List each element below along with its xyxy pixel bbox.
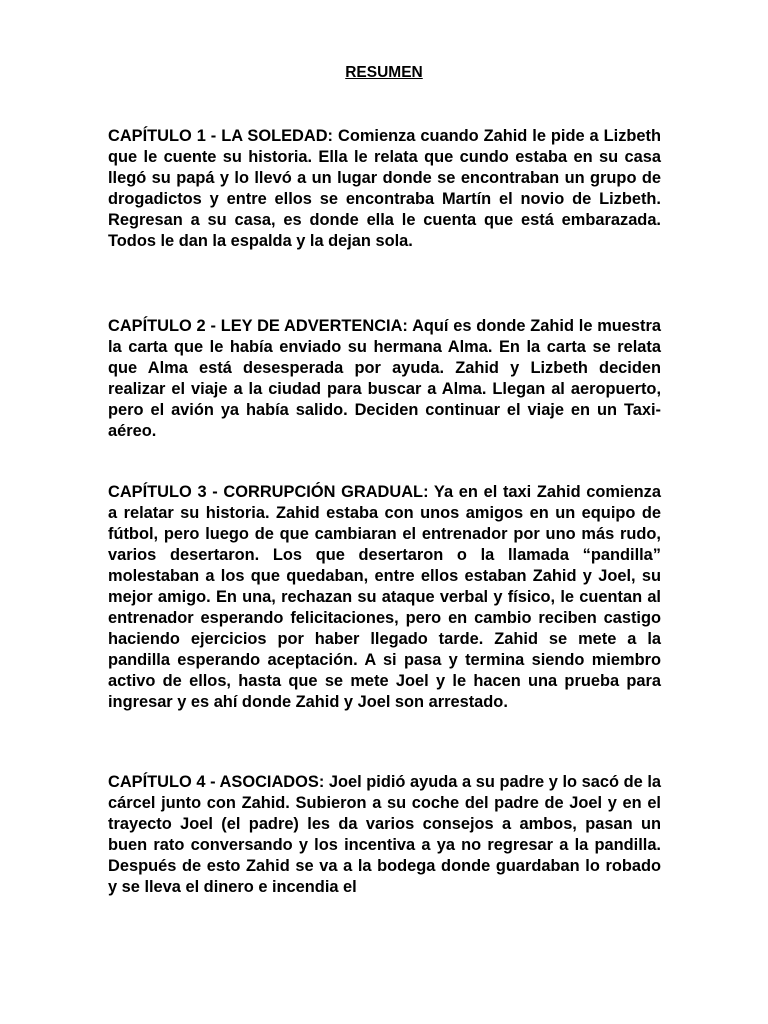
document-title: RESUMEN — [345, 64, 423, 81]
chapter-1-paragraph — [108, 126, 661, 252]
chapter-2-heading: CAPÍTULO 2 - LEY DE ADVERTENCIA: — [108, 317, 408, 335]
chapter-3-paragraph — [108, 482, 661, 713]
chapter-2-paragraph — [108, 316, 661, 442]
chapter-1-heading: CAPÍTULO 1 - LA SOLEDAD: — [108, 127, 334, 145]
chapter-4-text: Joel pidió ayuda a su padre y lo sacó de la cárcel junto con Zahid. Subieron a su coche del padre de Joel y en el trayecto Joel (el padre) les da varios consejos a ambos, pasan un buen rato conversando y los incentiva a ya no regresar a la pandilla. Después de esto Zahid se va a la bodega donde guardaban lo robado y se lleva el dinero e incendia el — [108, 773, 661, 896]
chapter-4-paragraph — [108, 772, 661, 898]
chapter-3-heading: CAPÍTULO 3 - CORRUPCIÓN GRADUAL: — [108, 483, 429, 501]
chapter-2-text: Aquí es donde Zahid le muestra la carta que le había enviado su hermana Alma. En la carta se relata que Alma está desesperada por ayuda. Zahid y Lizbeth deciden realizar el viaje a la ciudad para buscar a Alma. Llegan al aeropuerto, pero el avión ya había salido. Deciden continuar el viaje en un Taxi- aéreo. — [108, 317, 661, 440]
chapter-3-text: Ya en el taxi Zahid comienza a relatar su historia. Zahid estaba con unos amigos en un equipo de fútbol, pero luego de que cambiaran el entrenador por uno más rudo, varios desertaron. Los que desertaron o la llamada “pandilla” molestaban a los que quedaban, entre ellos estaban Zahid y Joel, su mejor amigo. En una, rechazan su ataque verbal y físico, le cuentan al entrenador esperando felicitaciones, pero en cambio reciben castigo haciendo ejercicios por haber llegado tarde. Zahid se mete a la pandilla esperando aceptación. A si pasa y termina siendo miembro activo de ellos, hasta que se mete Joel y le hacen una prueba para ingresar y es ahí donde Zahid y Joel son arrestado. — [108, 483, 661, 711]
chapter-1-text: Comienza cuando Zahid le pide a Lizbeth que le cuente su historia. Ella le relata que cundo estaba en su casa llegó su papá y lo llevó a un lugar donde se encontraban un grupo de drogadictos y entre ellos se encontraba Martín el novio de Lizbeth. Regresan a su casa, es donde ella le cuenta que está embarazada. Todos le dan la espalda y la dejan sola. — [108, 127, 661, 250]
chapter-4-heading: CAPÍTULO 4 - ASOCIADOS: — [108, 773, 325, 791]
